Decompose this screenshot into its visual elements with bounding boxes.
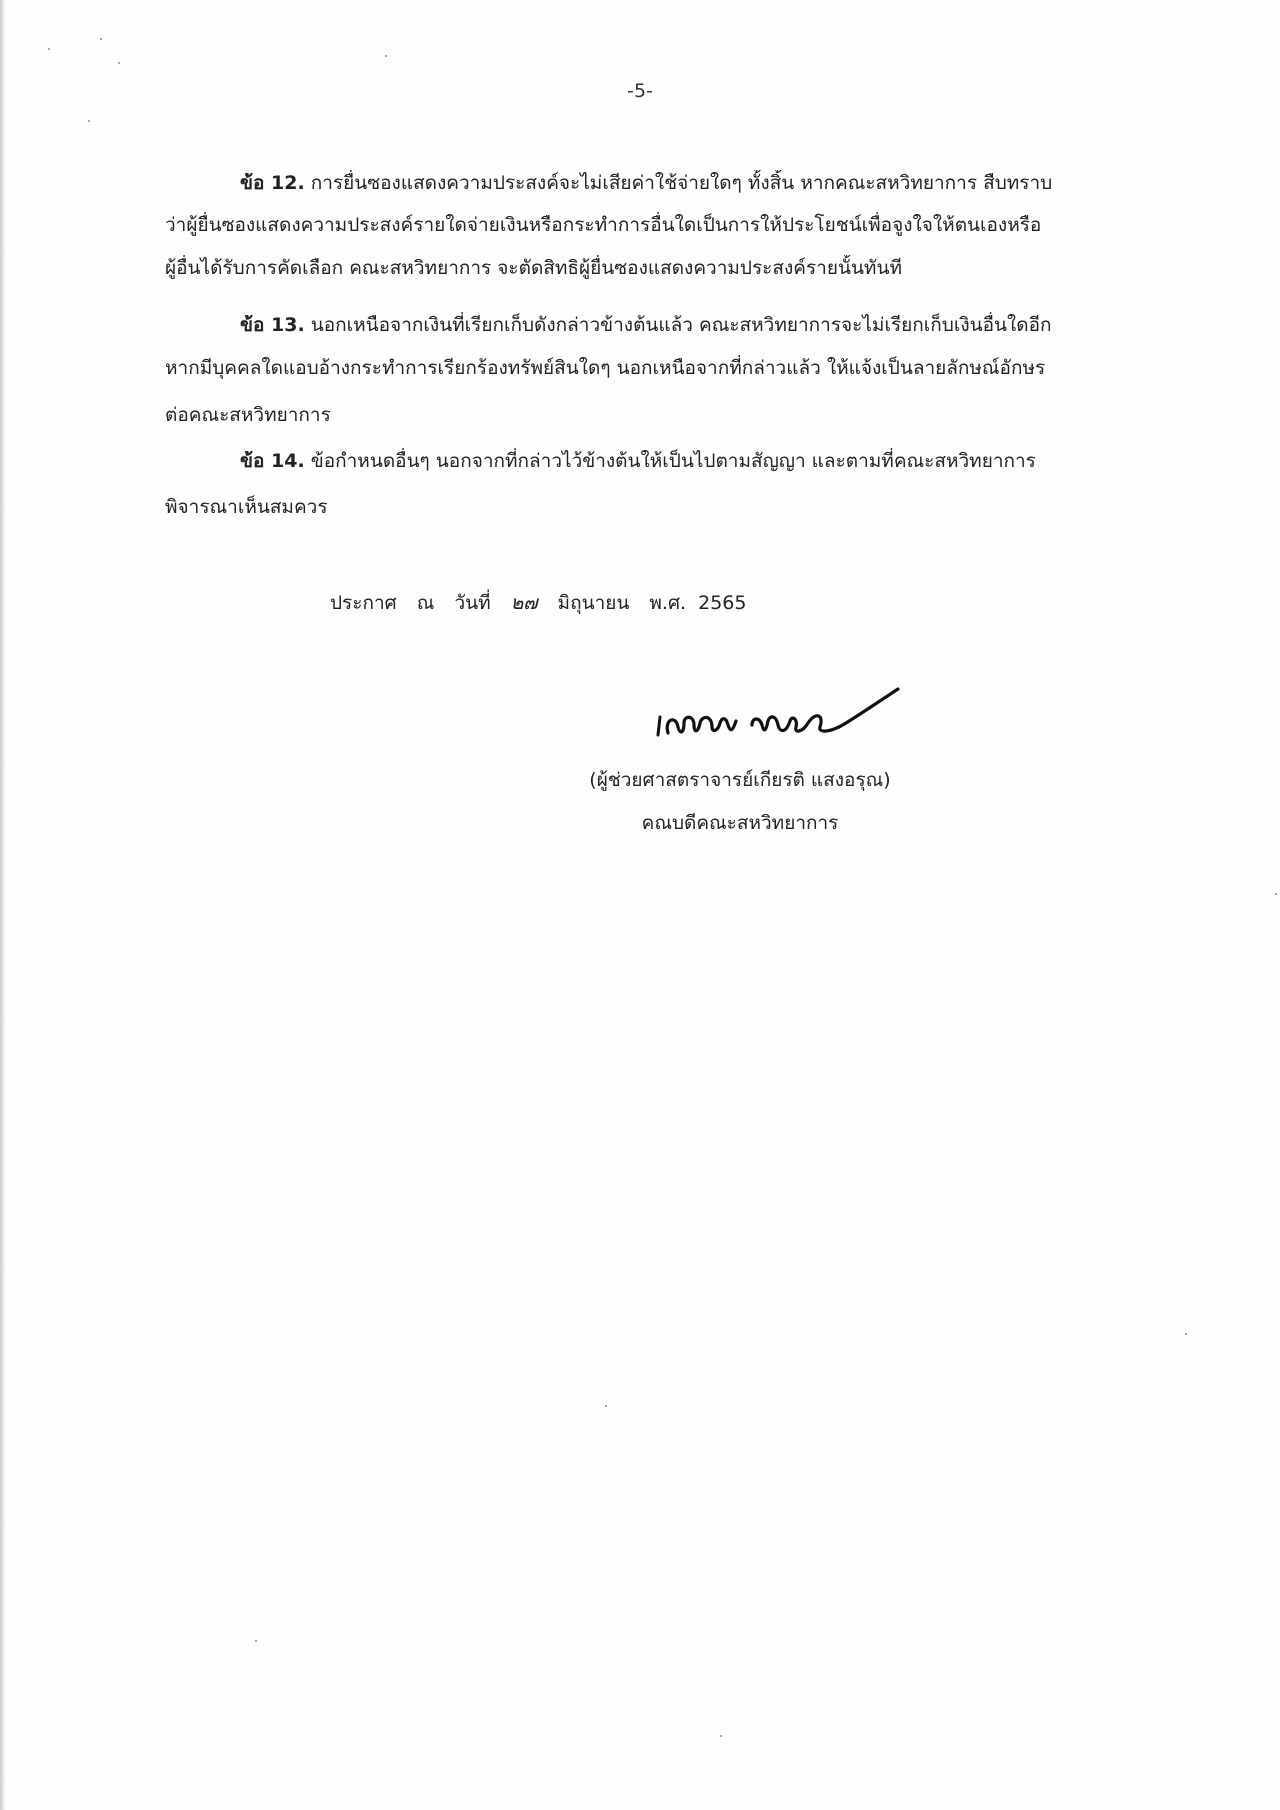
clause-13-text: นอกเหนือจากเงินที่เรียกเก็บดังกล่าวข้างต้นแล้ว คณะสหวิทยาการจะไม่เรียกเก็บเงินอื่นใดอีก bbox=[310, 314, 1052, 336]
announcement-prefix: ประกาศ bbox=[330, 592, 397, 614]
clause-12-line-3: ผู้อื่นได้รับการคัดเลือก คณะสหวิทยาการ จะตัดสิทธิผู้ยื่นซองแสดงความประสงค์รายนั้นทันที bbox=[165, 257, 902, 279]
announcement-year-label: พ.ศ. bbox=[649, 592, 687, 614]
clause-13-line-3: ต่อคณะสหวิทยาการ bbox=[165, 404, 331, 426]
scan-speck bbox=[100, 38, 102, 40]
scan-speck bbox=[48, 48, 50, 50]
clause-12-label: ข้อ 12. bbox=[240, 172, 305, 194]
clause-12-text: การยื่นซองแสดงความประสงค์จะไม่เสียค่าใช้จ่ายใดๆ ทั้งสิ้น หากคณะสหวิทยาการ สืบทราบ bbox=[310, 172, 1053, 194]
clause-13-label: ข้อ 13. bbox=[240, 314, 305, 336]
scan-speck bbox=[605, 1405, 607, 1407]
scan-speck bbox=[118, 62, 120, 64]
scan-speck bbox=[720, 1735, 722, 1737]
announcement-day: ๒๗ bbox=[510, 592, 538, 614]
announcement-year: 2565 bbox=[698, 592, 747, 614]
clause-14-line-1 bbox=[240, 448, 1145, 474]
clause-14-label: ข้อ 14. bbox=[240, 450, 305, 472]
clause-13-line-2: หากมีบุคคลใดแอบอ้างกระทำการเรียกร้องทรัพย์สินใดๆ นอกเหนือจากที่กล่าวแล้ว ให้แจ้งเป็นลายลักษณ์อักษร bbox=[165, 357, 1046, 379]
scan-edge bbox=[0, 0, 6, 1810]
clause-14-text: ข้อกำหนดอื่นๆ นอกจากที่กล่าวไว้ข้างต้นให้เป็นไปตามสัญญา และตามที่คณะสหวิทยาการ bbox=[310, 450, 1036, 472]
announcement-date bbox=[330, 588, 760, 618]
handwritten-signature bbox=[640, 675, 910, 745]
clause-13-line-1 bbox=[240, 312, 1145, 338]
announcement-at: ณ bbox=[416, 592, 435, 614]
signatory-name: (ผู้ช่วยศาสตราจารย์เกียรติ แสงอรุณ) bbox=[589, 769, 891, 791]
scan-speck bbox=[88, 120, 90, 122]
clause-12-line-1 bbox=[240, 170, 1145, 196]
signatory-position: คณบดีคณะสหวิทยาการ bbox=[641, 812, 839, 834]
announcement-month: มิถุนายน bbox=[557, 592, 630, 614]
announcement-day-label: วันที่ bbox=[454, 592, 491, 614]
clause-14-line-2: พิจารณาเห็นสมควร bbox=[165, 496, 328, 518]
page-number: -5- bbox=[627, 80, 653, 102]
scan-speck bbox=[1275, 893, 1277, 895]
scan-speck bbox=[385, 55, 387, 57]
scan-speck bbox=[1185, 1333, 1187, 1335]
scan-speck bbox=[255, 1640, 257, 1642]
clause-12-line-2: ว่าผู้ยื่นซองแสดงความประสงค์รายใดจ่ายเงินหรือกระทำการอื่นใดเป็นการให้ประโยชน์เพื่อจูงใจให้ตนเองหรือ bbox=[165, 214, 1042, 236]
